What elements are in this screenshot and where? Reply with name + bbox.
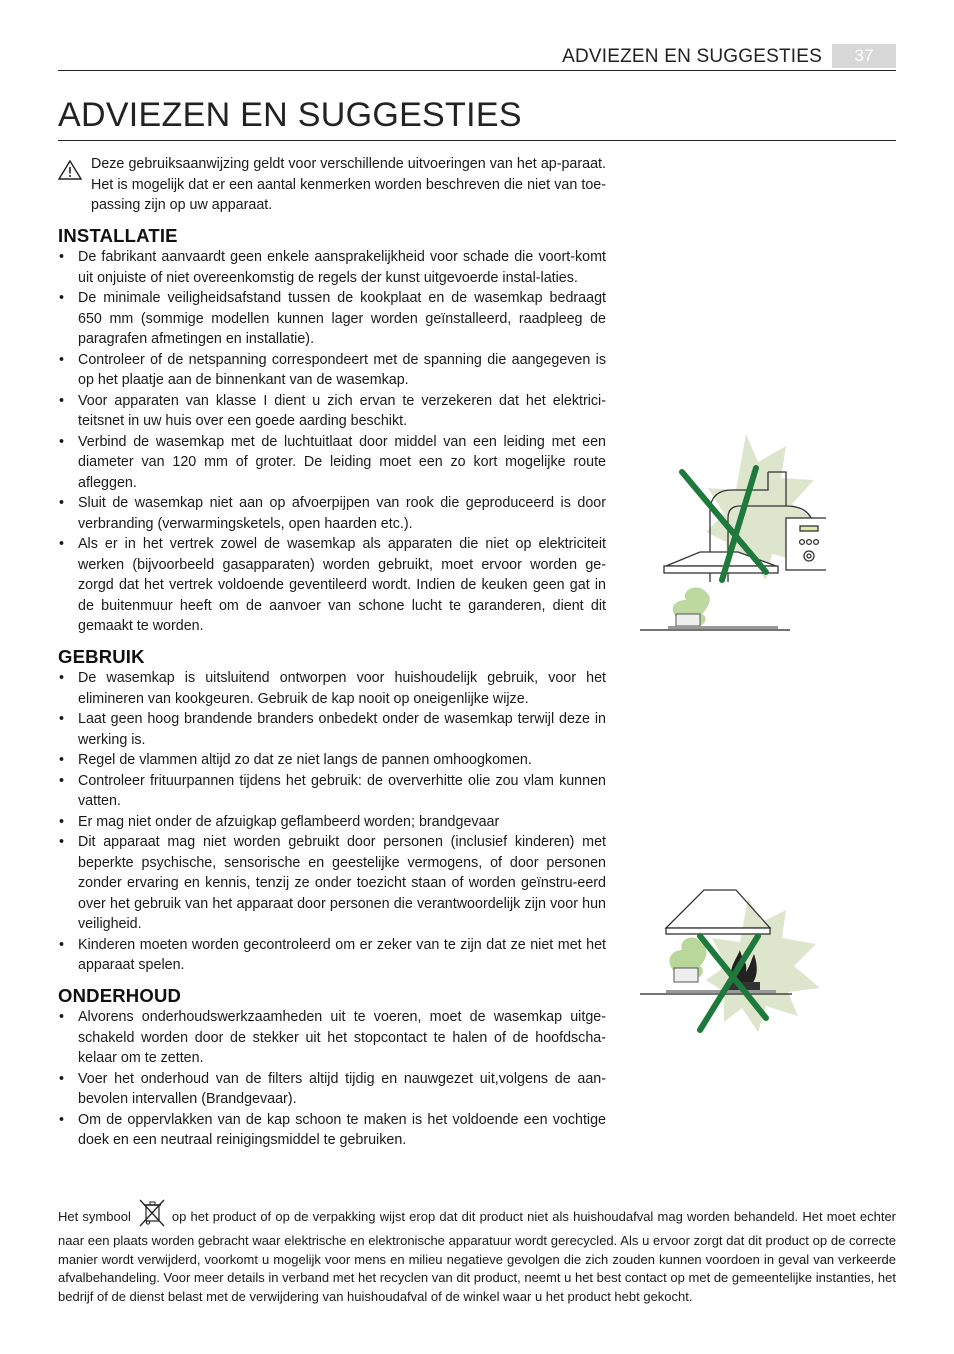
list-item: • Kinderen moeten worden gecontroleerd om er zeker van te zijn dat ze niet met het apparaat spelen.	[58, 935, 606, 976]
gebruik-list	[58, 668, 606, 976]
list-item: • Er mag niet onder de afzuigkap geflambeerd worden; brandgevaar	[58, 812, 606, 833]
onderhoud-list	[58, 1007, 606, 1151]
warning-text: Deze gebruiksaanwijzing geldt voor verschillende uitvoeringen van het ap-paraat. Het is mogelijk dat er een aantal kenmerken worden beschreven die niet van toe-passing zijn op uw apparaat.	[91, 156, 606, 213]
installatie-list	[58, 247, 606, 637]
list-item: • Dit apparaat mag niet worden gebruikt door personen (inclusief kinderen) met beperkte psychische, sensorische en geestelijke vermogens, of door personen zonder ervaring en kennis, tenzij ze onder toezicht staan of worden geïnstru-eerd over het gebruik van het apparaat door personen die verantwoordelijk zijn voor hun veiligheid.	[58, 832, 606, 935]
running-header-title: ADVIEZEN EN SUGGESTIES	[562, 46, 822, 67]
header-rule	[58, 70, 896, 71]
warning-triangle-icon	[58, 160, 82, 180]
list-item: • Om de oppervlakken van de kap schoon te maken is het voldoende een vochtige doek en een neutraal reinigingsmiddel te gebruiken.	[58, 1110, 606, 1151]
flambe-under-hood-illustration	[636, 888, 826, 1036]
page-number: 37	[832, 44, 896, 68]
page-title: ADVIEZEN EN SUGGESTIES	[58, 96, 522, 134]
list-item: • Laat geen hoog brandende branders onbedekt onder de wasemkap terwijl deze in werking is.	[58, 709, 606, 750]
list-item: • Voer het onderhoud van de filters altijd tijdig en nauwgezet uit,volgens de aan-bevolen intervallen (Brandgevaar).	[58, 1069, 606, 1110]
list-item: • De wasemkap is uitsluitend ontworpen voor huishoudelijk gebruik, voor het elimineren van kookgeuren. Gebruik de kap nooit op oneigenlijke wijze.	[58, 668, 606, 709]
disposal-text-body: op het product of op de verpakking wijst erop dat dit product niet als huishoudafval mag worden behandeld. Het moet echter naar een plaats worden gebracht waar elektrische en elektronische apparatuur wordt gerecycled. Als u ervoor zorgt dat dit product op de correcte manier wordt verwijderd, voorkomt u mogelijk voor mens en milieu negatieve gevolgen die zich zouden kunnen voordoen in geval van verkeerde afvalbehandeling. Voor meer details in verband met het recyclen van dit product, neemt u het best contact op met de gemeentelijke instanties, het bedrijf of de dienst belast met de verwijdering van huishoudafval of de winkel waar u het product hebt gekocht.	[58, 1209, 897, 1304]
list-item: • Verbind de wasemkap met de luchtuitlaat door middel van een leiding met een diameter van 120 mm of groter. De leiding moet een zo kort mogelijke route afleggen.	[58, 432, 606, 494]
list-item: • De minimale veiligheidsafstand tussen de kookplaat en de wasemkap bedraagt 650 mm (sommige modellen kunnen lager worden geïnstalleerd, raadpleeg de paragrafen afmetingen en installatie).	[58, 288, 606, 350]
list-item: • De fabrikant aanvaardt geen enkele aansprakelijkheid voor schade die voort-komt uit onjuiste of niet overeenkomstig de regels der kunst uitgevoerde instal-laties.	[58, 247, 606, 288]
list-item: • Als er in het vertrek zowel de wasemkap als apparaten die niet op elektriciteit werken (bijvoorbeeld gasapparaten) worden gebruikt, moet ervoor worden ge-zorgd dat het vertrek voldoende geventileerd wordt. Indien de keuken geen gat in de buitenmuur heeft om de aanvoer van schone lucht te garanderen, dient dit gemaakt te worden.	[58, 534, 606, 637]
section-heading-installatie: INSTALLATIE	[58, 224, 178, 246]
list-item: • Voor apparaten van klasse I dient u zich ervan te verzekeren dat het elektrici-teitsnet in uw huis over een goede aarding beschikt.	[58, 391, 606, 432]
section-heading-onderhoud: ONDERHOUD	[58, 984, 182, 1006]
list-item: • Alvorens onderhoudswerkzaamheden uit te voeren, moet de wasemkap uitge-schakeld worden door de stekker uit het stopcontact te halen of de hoofdscha-kelaar om te zetten.	[58, 1007, 606, 1069]
title-rule	[58, 140, 896, 141]
disposal-text-start: Het symbool	[58, 1209, 131, 1224]
warning-note	[58, 154, 606, 216]
list-item: • Controleer of de netspanning correspondeert met de spanning die aangegeven is op het plaatje aan de binnenkant van de wasemkap.	[58, 350, 606, 391]
disposal-note	[58, 1199, 896, 1306]
list-item: • Sluit de wasemkap niet aan op afvoerpijpen van rook die geproduceerd is door verbranding (verwarmingsketels, open haarden etc.).	[58, 493, 606, 534]
list-item: • Regel de vlammen altijd zo dat ze niet langs de pannen omhoogkomen.	[58, 750, 606, 771]
section-heading-gebruik: GEBRUIK	[58, 645, 145, 667]
main-text-column	[58, 154, 606, 1151]
list-item: • Controleer frituurpannen tijdens het gebruik: de oververhitte olie zou vlam kunnen vatten.	[58, 771, 606, 812]
hood-flue-illustration	[636, 432, 826, 638]
crossed-out-wheelie-bin-icon	[137, 1199, 167, 1232]
